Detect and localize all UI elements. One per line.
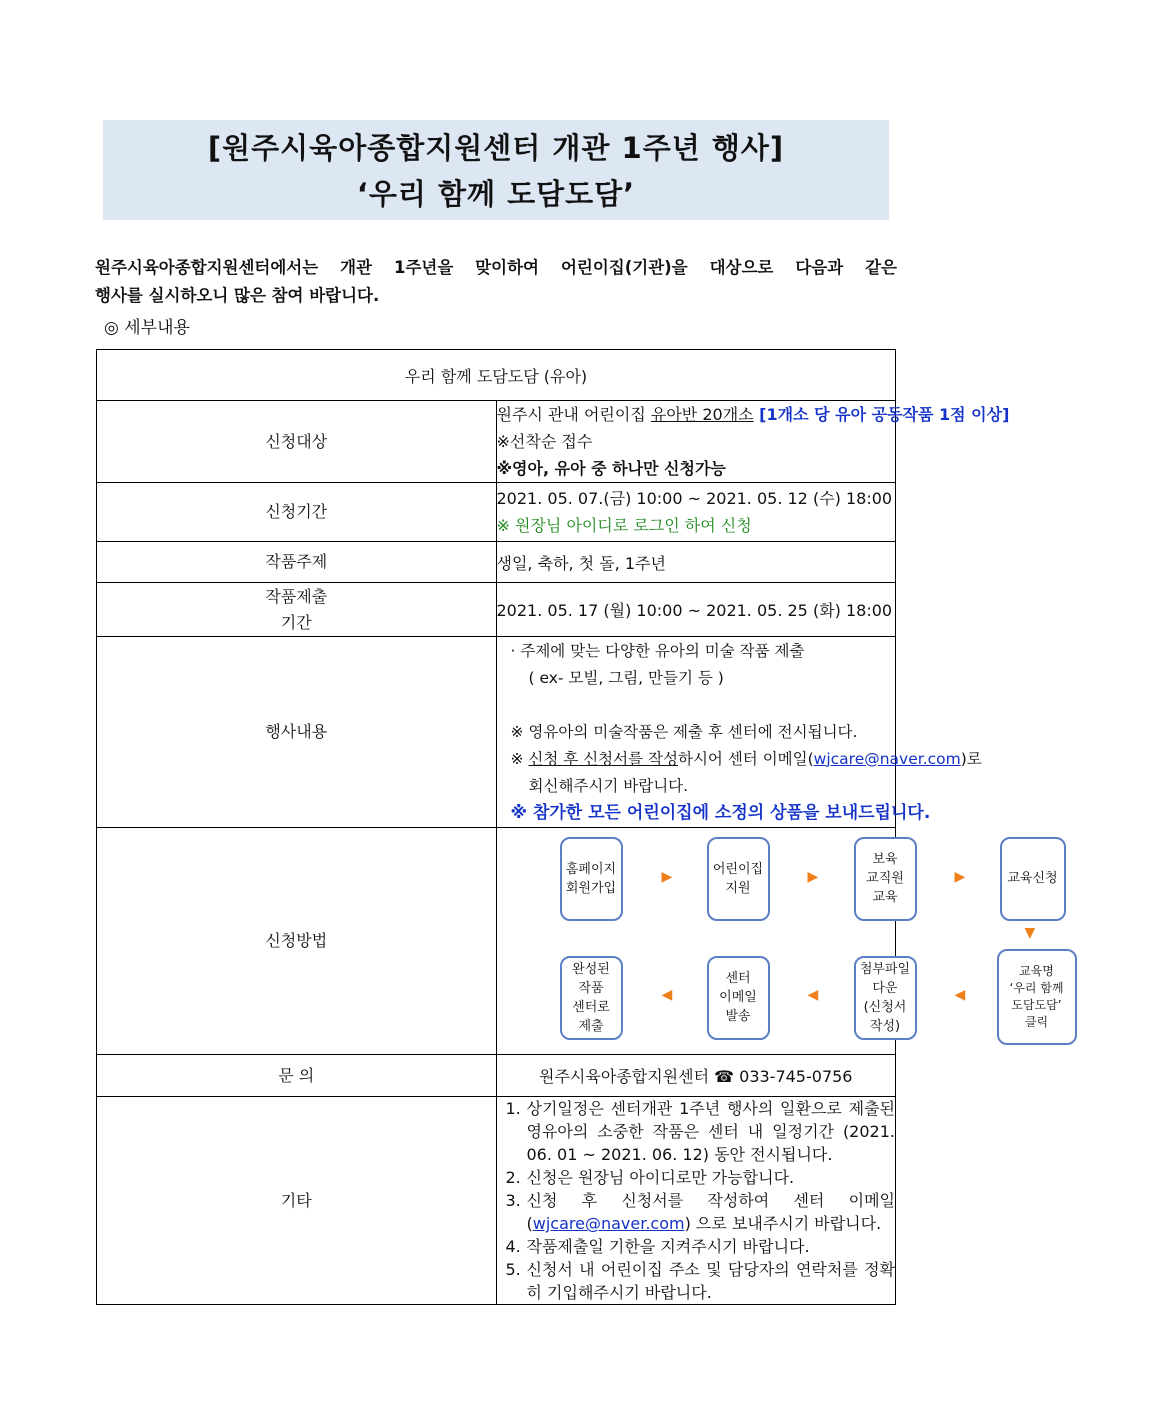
period-dates: 2021. 05. 07.(금) 10:00 ~ 2021. 05. 12 (수) 18:00 (496, 489, 893, 508)
row-period (97, 483, 896, 542)
intro-paragraph (95, 254, 897, 310)
step-submit-work: 완성된 작품 센터로 제출 (560, 956, 623, 1040)
target-note1: ※선착순 접수 (496, 432, 593, 451)
email-link[interactable]: wjcare@naver.com (532, 1214, 685, 1233)
title-line2: ‘우리 함께 도담도담’ (356, 177, 636, 211)
theme-value: 생일, 축하, 첫 돌, 1주년 (496, 542, 896, 583)
title-line1: [원주시육아종합지원센터 개관 1주년 행사] (207, 131, 785, 165)
contact-value: 원주시육아종합지원센터 ☎ 033-745-0756 (496, 1055, 896, 1097)
step-education-apply: 교육신청 (1000, 837, 1066, 921)
label-submit-1: 작품제출 (265, 586, 328, 606)
row-method (97, 828, 896, 1055)
label-theme: 작품주제 (97, 542, 497, 583)
target-text-c: [1개소 당 유아 공동작품 1점 이상] (753, 405, 1010, 424)
submit-value: 2021. 05. 17 (월) 10:00 ~ 2021. 05. 25 (화) 18:00 (496, 583, 896, 637)
row-theme (97, 542, 896, 583)
step-click-course: 교육명 ‘우리 함께 도담도담’ 클릭 (997, 949, 1077, 1045)
intro-line2: 행사를 실시하오니 많은 참여 바랍니다. (95, 286, 380, 305)
step-signup: 홈페이지 회원가입 (560, 837, 623, 921)
note-item: 5. 신청서 내 어린이집 주소 및 담당자의 연락처를 정확히 기입해주시기 바랍니다. (505, 1260, 895, 1302)
process-flow (472, 829, 1158, 1054)
label-etc: 기타 (97, 1097, 497, 1305)
arrow-right-icon: ▶ (661, 868, 673, 885)
content-line5: 회신해주시기 바랍니다. (528, 776, 689, 795)
details-table (96, 349, 1064, 1305)
step-download-form: 첨부파일 다운 (신청서 작성) (854, 956, 917, 1040)
note-item: 4. 작품제출일 기한을 지켜주시기 바랍니다. (505, 1237, 810, 1256)
row-content (97, 637, 896, 828)
intro-line1: 원주시육아종합지원센터에서는 개관 1주년을 맞이하여 어린이집(기관)을 대상으로 다음과 같은 (95, 258, 897, 277)
content-line6: ※ 참가한 모든 어린이집에 소정의 상품을 보내드립니다. (510, 802, 931, 823)
content-line2: ( ex- 모빌, 그림, 만들기 등 ) (528, 668, 724, 687)
section-heading: ◎ 세부내용 (104, 318, 190, 338)
label-period: 신청기간 (97, 483, 497, 542)
row-target (97, 401, 896, 483)
row-etc (97, 1097, 896, 1305)
label-content: 행사내용 (97, 637, 497, 828)
label-method: 신청방법 (97, 828, 497, 1055)
note-item: 3. 신청 후 신청서를 작성하여 센터 이메일 (wjcare@naver.com) 으로 보내주시기 바랍니다. (505, 1191, 895, 1233)
step-send-email: 센터 이메일 발송 (707, 956, 770, 1040)
label-contact: 문 의 (97, 1055, 497, 1097)
arrow-right-icon: ▶ (954, 868, 966, 885)
content-line1: · 주제에 맞는 다양한 유아의 미술 작품 제출 (510, 641, 805, 660)
email-link[interactable]: wjcare@naver.com (813, 749, 961, 768)
arrow-left-icon: ◀ (954, 986, 966, 1003)
label-target: 신청대상 (97, 401, 497, 483)
row-contact (97, 1055, 896, 1097)
step-daycare-support: 어린이집 지원 (707, 837, 770, 921)
arrow-left-icon: ◀ (661, 986, 673, 1003)
title-banner (103, 120, 889, 220)
arrow-left-icon: ◀ (807, 986, 819, 1003)
note-item: 2. 신청은 원장님 아이디로만 가능합니다. (505, 1168, 795, 1187)
content-line3: ※ 영유아의 미술작품은 제출 후 센터에 전시됩니다. (510, 722, 858, 741)
target-note2: ※영아, 유아 중 하나만 신청가능 (496, 459, 726, 478)
label-submit-2: 기간 (280, 612, 312, 632)
content-line4-b: 신청 후 신청서를 작성 (528, 749, 678, 768)
period-note: ※ 원장님 아이디로 로그인 하여 신청 (496, 516, 752, 535)
arrow-right-icon: ▶ (807, 868, 819, 885)
arrow-down-icon: ▼ (1024, 924, 1036, 941)
content-line4-d: )로 (960, 749, 982, 768)
step-staff-education: 보육 교직원 교육 (854, 837, 917, 921)
content-line4-a: ※ (510, 749, 529, 768)
target-text-a: 원주시 관내 어린이집 (496, 405, 651, 424)
target-text-b: 유아반 20개소 (650, 405, 754, 424)
table-heading: 우리 함께 도담도담 (유아) (97, 350, 896, 401)
note-item: 1. 상기일정은 센터개관 1주년 행사의 일환으로 제출된 영유아의 소중한 작품은 센터 내 일정기간 (2021. 06. 01 ~ 2021. 06. 12) 동안 전시됩니다. (505, 1099, 895, 1164)
row-submit (97, 583, 896, 637)
content-line4-c: 하시어 센터 이메일( (677, 749, 814, 768)
